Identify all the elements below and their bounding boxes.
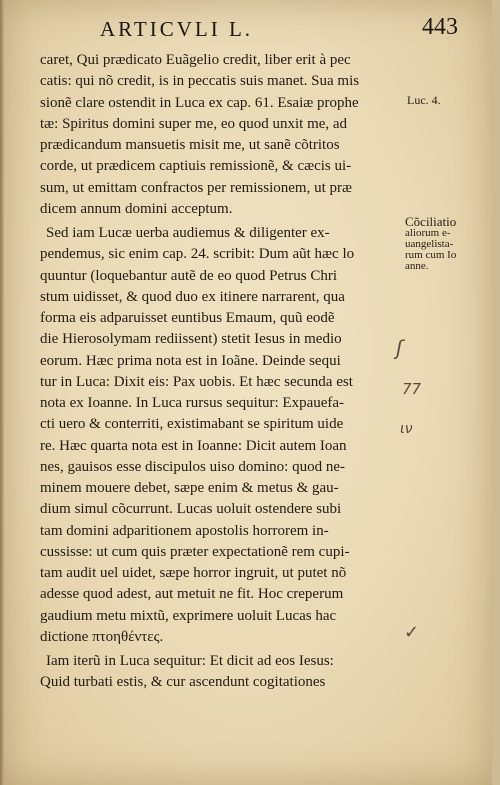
text-line: forma eis adparuisset euntibus Emaum, quũ eodẽ — [40, 310, 335, 326]
text-line: die Hierosolymam rediissent) stetit Iesus in medio — [40, 331, 342, 348]
margin-note-luke-ref: Luc. 4. — [407, 93, 441, 107]
handwritten-mark: 77 — [402, 380, 422, 398]
text-line: pendemus, sic enim cap. 24. scribit: Dum aũt hæc lo — [40, 246, 355, 263]
main-text-block — [40, 50, 405, 694]
text-line: nota ex Ioanne. In Luca rursus sequitur: Expauefa- — [40, 395, 345, 411]
margin-note-line: uangelista- — [405, 238, 454, 250]
text-line: minem mouere debet, sæpe enim & metus & gau- — [40, 480, 339, 496]
text-line: tæ: Spiritus domini super me, eo quod unxit me, ad — [40, 115, 348, 132]
text-line: dictione πτοηθέντες. — [40, 628, 164, 645]
text-line: nes, gauisos esse discipulos uiso domino: quod ne- — [40, 458, 345, 475]
text-line: adesse quod adest, aut metuit ne fit. Hoc creperum — [40, 586, 344, 603]
text-line: prædicandum mansuetis misit me, ut sanẽ cõtritos — [40, 137, 340, 153]
text-line: sionẽ clare ostendit in Luca ex cap. 61. Esaiæ prophe — [40, 94, 359, 111]
handwritten-mark: ʃ — [396, 336, 403, 360]
page-number: 443 — [422, 14, 458, 40]
running-head: ARTICVLI L. — [100, 17, 254, 41]
handwritten-mark: ιν — [400, 421, 413, 437]
text-line: dicem annum domini acceptum. — [40, 200, 233, 217]
handwritten-checkmark: ✓ — [404, 622, 420, 643]
margin-note-line: rum cum Io — [405, 249, 457, 261]
text-line: cussisse: ut cum quis præter expectationẽ rem cupi- — [40, 543, 350, 560]
margin-note-line: anne. — [405, 260, 429, 272]
text-line: gaudium metu mixtũ, exprimere uoluit Lucas hac — [40, 607, 337, 624]
text-line: dium simul cõcurrunt. Lucas uoluit ostendere subi — [40, 501, 342, 518]
margin-note-line: Cõciliatio — [405, 214, 457, 229]
text-line: Quid turbati estis, & cur ascendunt cogitationes — [40, 674, 326, 691]
book-page — [4, 0, 492, 785]
text-line: corde, ut prædicem captiuis remissionẽ, & cæcis ui- — [40, 158, 352, 175]
text-line: Sed iam Lucæ uerba audiemus & diligenter ex- — [46, 225, 330, 241]
text-line: stum uidisset, & quod duo ex itinere narrarent, qua — [40, 288, 345, 305]
text-line: tur in Luca: Dixit eis: Pax uobis. Et hæc secunda est — [40, 373, 353, 390]
text-line: quuntur (loquebantur autẽ de eo quod Petrus Chri — [40, 267, 338, 284]
text-line: catis: qui nõ credit, is in peccatis suis manet. Sua mis — [40, 73, 360, 90]
text-line: tam audit uel uidet, sæpe horror ingruit, ut putet nõ — [40, 565, 347, 581]
margin-note-line: aliorum e- — [405, 227, 451, 239]
text-line: sum, ut emittam confractos per remissionem, ut præ — [40, 179, 353, 196]
text-line: re. Hæc quarta nota est in Ioanne: Dicit autem Ioan — [40, 437, 347, 454]
text-line: tam domini adparitionem apostolis horrorem in- — [40, 522, 329, 539]
text-line: cti uero & conterriti, existimabant se spiritum uide — [40, 416, 344, 433]
text-line: caret, Qui prædicato Euãgelio credit, liber erit à pec — [40, 52, 351, 68]
margin-note-conciliatio — [405, 215, 456, 272]
text-line: Iam iterũ in Luca sequitur: Et dicit ad eos Iesus: — [46, 653, 334, 669]
text-line: eorum. Hæc prima nota est in Ioãne. Deinde sequi — [40, 352, 341, 369]
